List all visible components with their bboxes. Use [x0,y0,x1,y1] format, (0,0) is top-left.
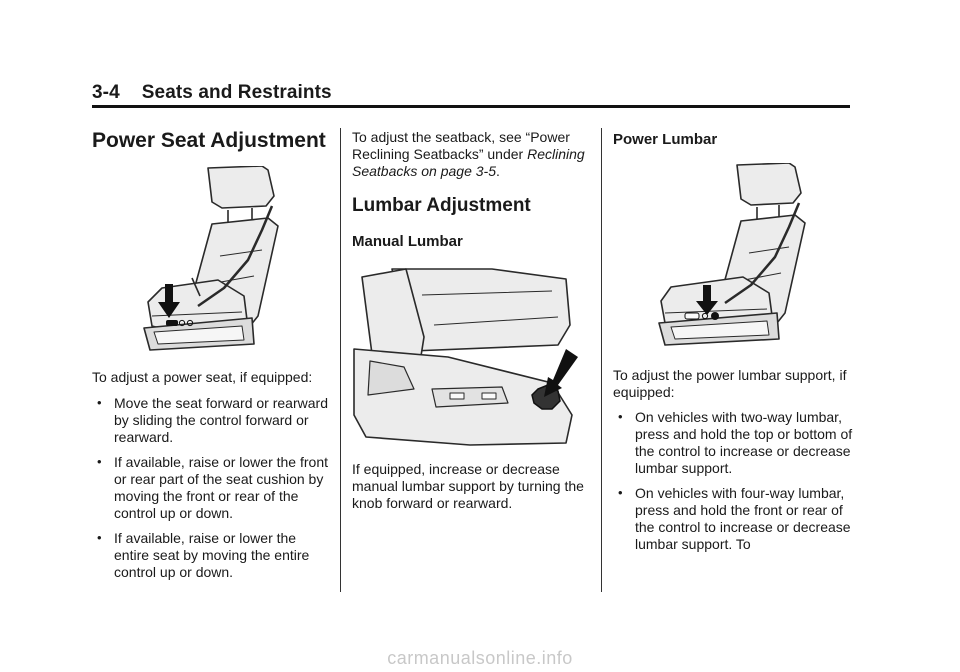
power-lumbar-intro: To adjust the power lumbar support, if equipped: [613,367,847,400]
lumbar-adjustment-heading: Lumbar Adjustment [352,195,531,216]
column-lumbar-adjustment [352,124,592,512]
watermark: carmanualsonline.info [387,648,573,668]
seatback-text: To adjust the seatback, see “Power Reclining Seatbacks” under [352,129,570,162]
header-text [92,82,850,104]
power-lumbar-illustration [613,163,853,359]
page-header [92,82,850,106]
column-divider-2 [601,128,602,592]
power-seat-illustration [92,166,332,366]
power-seat-intro: To adjust a power seat, if equipped: [92,369,313,385]
column-power-seat [92,124,332,589]
list-item: • If available, raise or lower the entire seat by moving the entire control up or down. [92,530,332,581]
section-number: 3-4 [92,82,120,103]
list-item: • On vehicles with two-way lumbar, press and hold the top or bottom of the control to increase or decrease lumbar support. [613,409,853,477]
seatback-paragraph [352,129,592,180]
header-rule [92,105,850,108]
manual-lumbar-illustration [352,265,592,449]
column-power-lumbar [613,124,853,561]
seatback-text-end: . [496,163,500,179]
power-lumbar-bullets [613,409,853,553]
seatback-page-reference[interactable]: Reclining Seatbacks on page 3-5 [352,146,585,179]
power-seat-bullets [92,395,332,581]
column-divider-1 [340,128,341,592]
manual-lumbar-text: If equipped, increase or decrease manual lumbar support by turning the knob forward or rearward. [352,461,584,511]
section-title: Seats and Restraints [141,82,332,103]
manual-lumbar-heading: Manual Lumbar [352,233,463,250]
list-item: • If available, raise or lower the front or rear part of the seat cushion by moving the front or rear of the control up or down. [92,454,332,522]
power-seat-heading: Power Seat Adjustment [92,129,326,152]
list-item: • On vehicles with four-way lumbar, press and hold the front or rear of the control to increase or decrease lumbar support. To [613,485,853,553]
power-lumbar-heading: Power Lumbar [613,131,718,148]
list-item: • Move the seat forward or rearward by sliding the control forward or rearward. [92,395,332,446]
